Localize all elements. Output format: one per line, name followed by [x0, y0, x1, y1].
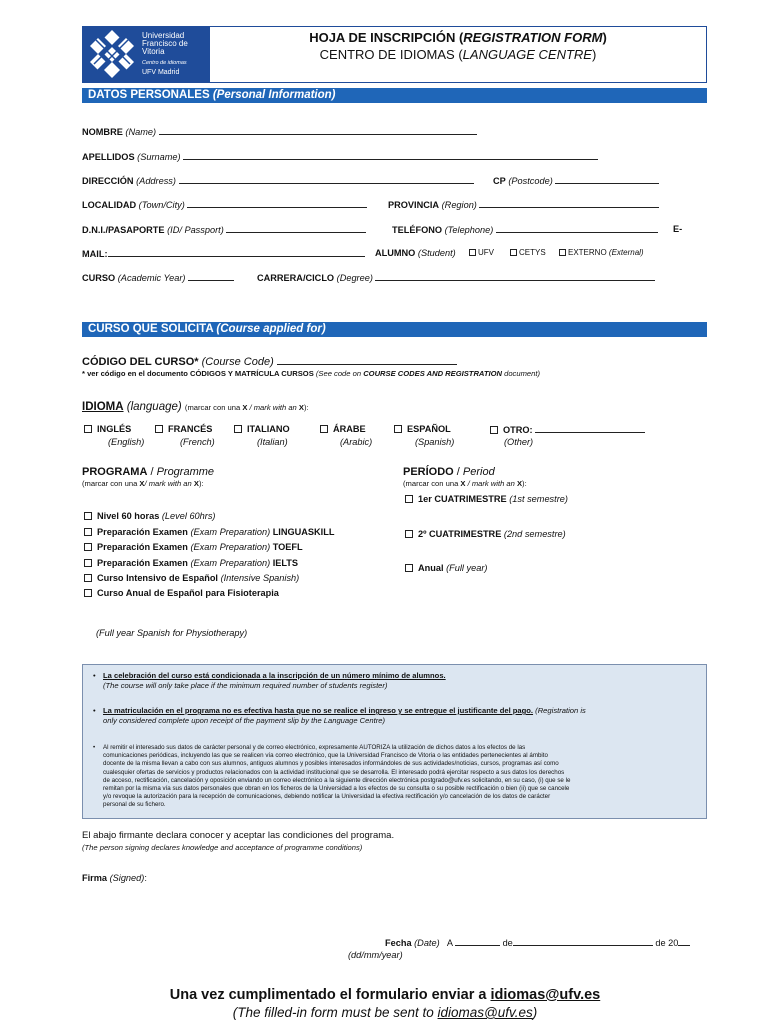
- periodo-anual[interactable]: Anual (Full year): [405, 563, 487, 573]
- conditions-box: [82, 664, 707, 819]
- arabe-checkbox[interactable]: [320, 425, 328, 433]
- fisioterapia-checkbox[interactable]: [84, 589, 92, 597]
- programa-heading: PROGRAMA / Programme: [82, 466, 215, 478]
- espanol-checkbox[interactable]: [394, 425, 402, 433]
- lang-ingles[interactable]: INGLÉS: [84, 424, 131, 434]
- lang-frances-en: (French): [180, 437, 215, 447]
- field-carrera[interactable]: CARRERA/CICLO (Degree): [257, 272, 655, 283]
- ufv-emblem-icon: [82, 26, 140, 83]
- field-direccion[interactable]: DIRECCIÓN (Address): [82, 175, 474, 186]
- lang-otro[interactable]: OTRO:: [490, 424, 645, 435]
- field-provincia[interactable]: PROVINCIA (Region): [388, 199, 659, 210]
- logo-line3: Vitoria: [142, 47, 165, 56]
- section-personal-heading: DATOS PERSONALES (Personal Information): [82, 88, 707, 103]
- linguaskill-checkbox[interactable]: [84, 528, 92, 536]
- firma-label: Firma (Signed):: [82, 873, 147, 883]
- prog-intensivo[interactable]: Curso Intensivo de Español (Intensive Spanish): [84, 573, 299, 583]
- field-localidad[interactable]: LOCALIDAD (Town/City): [82, 199, 367, 210]
- ingles-checkbox[interactable]: [84, 425, 92, 433]
- field-telefono[interactable]: TELÉFONO (Telephone): [392, 224, 658, 235]
- option-ufv[interactable]: UFV: [469, 248, 494, 257]
- logo-campus: UFV Madrid: [142, 69, 180, 76]
- email-label-part1: E-: [673, 224, 683, 234]
- field-codigo-curso[interactable]: CÓDIGO DEL CURSO* (Course Code): [82, 354, 457, 368]
- intensivo-checkbox[interactable]: [84, 574, 92, 582]
- codigo-note: * ver código en el documento CÓDIGOS Y MATRÍCULA CURSOS (See code on COURSE CODES AND REGISTRATION document): [82, 369, 540, 378]
- externo-checkbox[interactable]: [559, 249, 566, 256]
- prog-nivel60[interactable]: Nivel 60 horas (Level 60hrs): [84, 511, 216, 521]
- italiano-checkbox[interactable]: [234, 425, 242, 433]
- prog-fisioterapia[interactable]: Curso Anual de Español para Fisioterapia: [84, 588, 279, 598]
- declaration: El abajo firmante declara conocer y aceptar las condiciones del programa.: [82, 830, 395, 841]
- periodo-2do[interactable]: 2º CUATRIMESTRE (2nd semestre): [405, 529, 566, 539]
- lang-espanol-en: (Spanish): [415, 437, 455, 447]
- per3-checkbox[interactable]: [405, 564, 413, 572]
- lang-otro-en: (Other): [504, 437, 534, 447]
- option-cetys[interactable]: CETYS: [510, 248, 546, 257]
- cetys-checkbox[interactable]: [510, 249, 517, 256]
- section-course-heading: CURSO QUE SOLICITA (Course applied for): [82, 322, 707, 337]
- field-alumno: ALUMNO (Student): [375, 248, 456, 258]
- form-title: HOJA DE INSCRIPCIÓN (REGISTRATION FORM): [309, 30, 607, 45]
- prog-toefl[interactable]: Preparación Examen (Exam Preparation) TOEFL: [84, 542, 303, 552]
- idioma-heading: IDIOMA (language) (marcar con una X / mark with an X):: [82, 401, 309, 413]
- note-3: • Al remitir el interesado sus datos de carácter personal y de correo electrónico, expresamente AUTORIZA la utilización de dichos datos a los efectos de las comunicaciones periódicas, incluyendo las que se realicen vía correo electrónico, que la Universidad Francisco de Vitoria o las entidades pertenecientes al ámbito docente de la misma llevan a cabo con sus alumnos, antiguos alumnos y posibles interesados informándoles de sus actividades/noticias, cursos, programas así como cualesquier ofertas de servicios y productos relacionados con la actividad institucional que se desarrolla. El interesado podrá ejercitar respecto a sus datos los derechos de acceso, rectificación, cancelación y oposición enviando un correo electrónico a la siguiente dirección electrónica postgrado@ufv.es solicitando, en su caso, (i) que se le remitan por la misma vía sus datos personales que obran en los ficheros de la Universidad a los efectos de su consulta o su posible rectificación o bien (ii) que se cancele y/o revoque la autorización para la recepción de comunicaciones, debiendo notificar la Universidad la efectiva rectificación y/o cancelación de los datos de carácter personal de su fichero.: [93, 744, 571, 809]
- form-subtitle: CENTRO DE IDIOMAS (LANGUAGE CENTRE): [319, 47, 597, 62]
- form-header: [209, 26, 707, 83]
- footer-email-link-2[interactable]: idiomas@ufv.es: [437, 1005, 533, 1020]
- prog-linguaskill[interactable]: Preparación Examen (Exam Preparation) LINGUASKILL: [84, 527, 334, 537]
- lang-frances[interactable]: FRANCÉS: [155, 424, 212, 434]
- frances-checkbox[interactable]: [155, 425, 163, 433]
- ielts-checkbox[interactable]: [84, 559, 92, 567]
- nivel60-checkbox[interactable]: [84, 512, 92, 520]
- lang-arabe-en: (Arabic): [340, 437, 373, 447]
- field-cp[interactable]: CP (Postcode): [493, 175, 659, 186]
- footer-instruction: Una vez cumplimentado el formulario enviar a idiomas@ufv.es: [169, 987, 601, 1003]
- otro-checkbox[interactable]: [490, 426, 498, 434]
- field-apellidos[interactable]: APELLIDOS (Surname): [82, 151, 598, 162]
- field-dni[interactable]: D.N.I./PASAPORTE (ID/ Passport): [82, 224, 366, 235]
- lang-arabe[interactable]: ÁRABE: [320, 424, 366, 434]
- prog-ielts[interactable]: Preparación Examen (Exam Preparation) IELTS: [84, 558, 298, 568]
- declaration-en: (The person signing declares knowledge and acceptance of programme conditions): [82, 843, 363, 852]
- footer-instruction-en: (The filled-in form must be sent to idiomas@ufv.es): [232, 1005, 538, 1020]
- programa-hint: (marcar con una X/ mark with an X):: [82, 479, 204, 488]
- logo-sub: Centro de idiomas: [142, 60, 187, 66]
- fecha-format: (dd/mm/year): [348, 950, 403, 960]
- prog-fisioterapia-en: (Full year Spanish for Physiotherapy): [96, 628, 248, 638]
- lang-espanol[interactable]: ESPAÑOL: [394, 424, 451, 434]
- lang-italiano[interactable]: ITALIANO: [234, 424, 290, 434]
- option-externo[interactable]: EXTERNO (External): [559, 248, 644, 257]
- footer-email-link[interactable]: idiomas@ufv.es: [490, 987, 601, 1003]
- lang-ingles-en: (English): [108, 437, 145, 447]
- fecha-field[interactable]: Fecha (Date) A de de 20: [385, 937, 690, 948]
- field-curso[interactable]: CURSO (Academic Year): [82, 272, 234, 283]
- note-2: • La matriculación en el programa no es efectiva hasta que no se realice el ingreso y se entregue el justificante del pago. (Registration is only considered complete upon receipt of the payment slip by the Language Centre): [93, 706, 586, 725]
- per1-checkbox[interactable]: [405, 495, 413, 503]
- toefl-checkbox[interactable]: [84, 543, 92, 551]
- periodo-hint: (marcar con una X / mark with an X):: [403, 479, 527, 488]
- logo-text: [140, 32, 188, 77]
- field-email[interactable]: MAIL:: [82, 248, 365, 259]
- ufv-logo: [82, 26, 209, 83]
- lang-italiano-en: (Italian): [257, 437, 288, 447]
- periodo-heading: PERÍODO / Period: [403, 466, 495, 478]
- per2-checkbox[interactable]: [405, 530, 413, 538]
- periodo-1er[interactable]: 1er CUATRIMESTRE (1st semestre): [405, 494, 568, 504]
- logo-line2: Francisco de: [142, 39, 188, 48]
- ufv-checkbox[interactable]: [469, 249, 476, 256]
- note-1: • La celebración del curso está condicionada a la inscripción de un número mínimo de alumnos. (The course will only take place if the minimum required number of students register): [93, 671, 446, 690]
- logo-line1: Universidad: [142, 31, 185, 40]
- field-nombre[interactable]: NOMBRE (Name): [82, 126, 477, 137]
